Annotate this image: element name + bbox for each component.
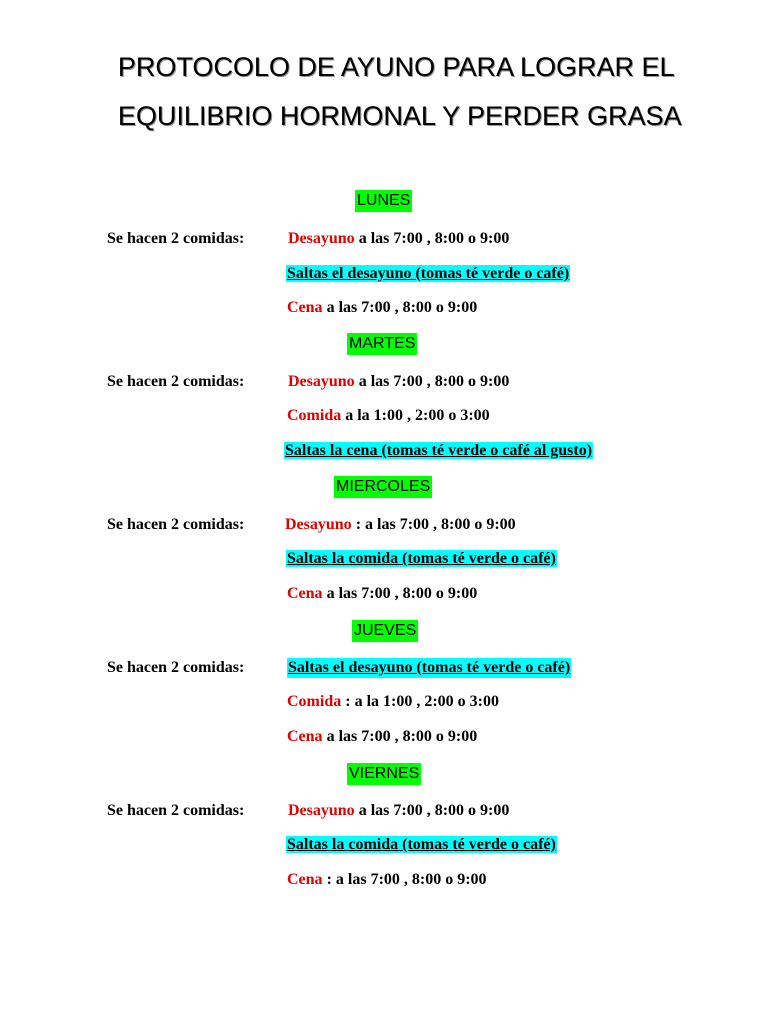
meal-time: : a las 7:00 , 8:00 o 9:00 <box>322 871 487 888</box>
meal-name: Cena <box>287 585 323 602</box>
meal-name: Desayuno <box>288 230 355 247</box>
day-heading-miercoles: MIERCOLES <box>334 476 432 498</box>
meals-count-label: Se hacen 2 comidas: <box>107 230 245 247</box>
meal-time: a las 7:00 , 8:00 o 9:00 <box>354 230 510 247</box>
skip-note: Saltas la cena (tomas té verde o café al gusto) <box>285 442 593 459</box>
meal-time: : a las 7:00 , 8:00 o 9:00 <box>351 516 516 533</box>
martes-row-3 <box>284 441 593 461</box>
meal-time: a las 7:00 , 8:00 o 9:00 <box>322 728 478 745</box>
meal-time: a la 1:00 , 2:00 o 3:00 <box>341 407 490 424</box>
meal-name: Cena <box>287 299 323 316</box>
meal-time: a las 7:00 , 8:00 o 9:00 <box>354 373 510 390</box>
meals-count-label: Se hacen 2 comidas: <box>107 373 245 390</box>
viernes-breakfast <box>288 801 509 821</box>
meals-count-label: Se hacen 2 comidas: <box>107 802 245 819</box>
day-heading-martes: MARTES <box>347 333 417 355</box>
martes-breakfast <box>288 372 509 392</box>
meals-count-label: Se hacen 2 comidas: <box>107 516 245 533</box>
skip-note: Saltas el desayuno (tomas té verde o café) <box>288 659 571 676</box>
meals-count-label: Se hacen 2 comidas: <box>107 659 245 676</box>
jueves-row-3 <box>287 727 477 747</box>
lunes-breakfast <box>288 229 509 249</box>
title-line-1: PROTOCOLO DE AYUNO PARA LOGRAR EL <box>118 52 675 82</box>
skip-note: Saltas el desayuno (tomas té verde o café) <box>287 265 570 282</box>
skip-note: Saltas la comida (tomas té verde o café) <box>287 836 556 853</box>
jueves-row-2 <box>287 692 499 712</box>
meal-name: Desayuno <box>288 373 355 390</box>
meal-name: Cena <box>287 871 323 888</box>
meal-name: Comida <box>287 407 342 424</box>
day-heading-lunes: LUNES <box>355 190 412 212</box>
miercoles-row-3 <box>287 584 477 604</box>
meal-time: a las 7:00 , 8:00 o 9:00 <box>322 299 478 316</box>
viernes-row-2 <box>286 835 557 855</box>
meal-name: Desayuno <box>288 802 355 819</box>
meal-time: : a la 1:00 , 2:00 o 3:00 <box>341 693 499 710</box>
meal-time: a las 7:00 , 8:00 o 9:00 <box>322 585 478 602</box>
title-line-2: EQUILIBRIO HORMONAL Y PERDER GRASA <box>118 101 682 131</box>
viernes-row-3 <box>287 870 487 890</box>
lunes-row-2 <box>286 264 570 284</box>
meal-name: Desayuno <box>285 516 352 533</box>
martes-row-2 <box>287 406 490 426</box>
miercoles-breakfast <box>285 515 516 535</box>
meal-name: Cena <box>287 728 323 745</box>
day-heading-jueves: JUEVES <box>352 620 418 642</box>
miercoles-row-2 <box>286 549 557 569</box>
meal-name: Comida <box>287 693 342 710</box>
meal-time: a las 7:00 , 8:00 o 9:00 <box>354 802 510 819</box>
lunes-row-3 <box>287 298 477 318</box>
skip-note: Saltas la comida (tomas té verde o café) <box>287 550 556 567</box>
day-heading-viernes: VIERNES <box>347 763 421 785</box>
